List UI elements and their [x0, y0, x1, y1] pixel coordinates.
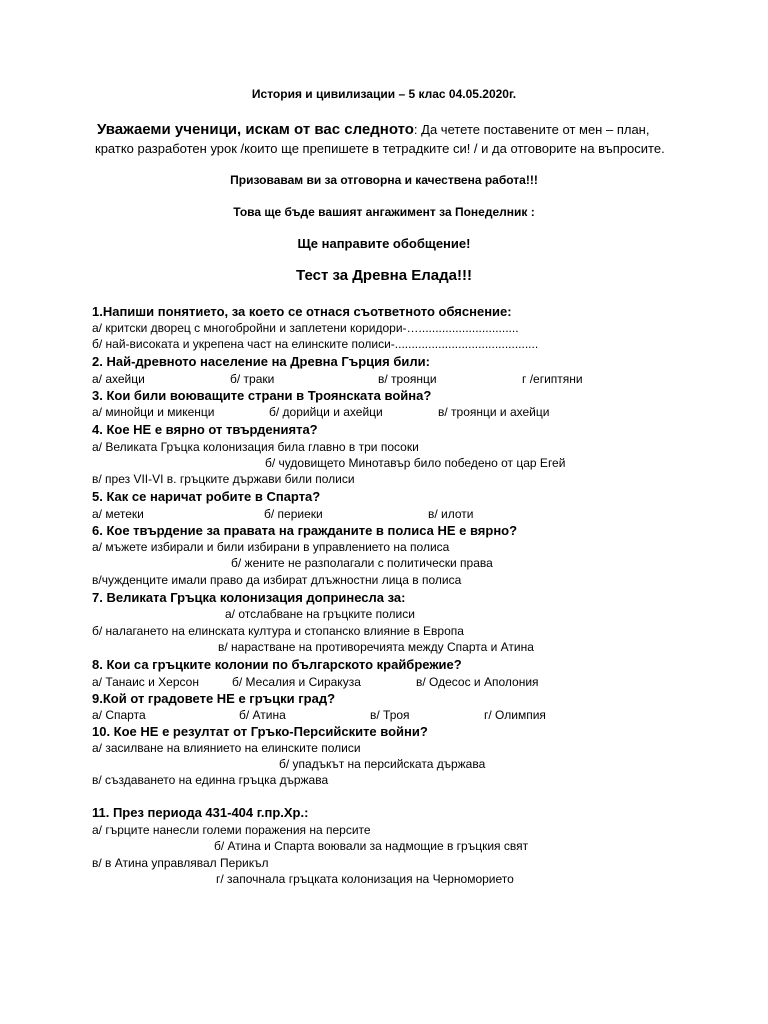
question-10: 10. Кое НЕ е резултат от Гръко-Персийските войни?: [92, 724, 428, 739]
question-9-answer-b: б/ Атина: [239, 708, 286, 722]
question-10-answer-a: а/ засилване на влиянието на елинските полиси: [92, 741, 361, 755]
question-5-answer-b: б/ периеки: [264, 507, 323, 521]
question-11-answer-d: г/ започнала гръцката колонизация на Черноморието: [216, 872, 514, 886]
question-2-answer-c: в/ троянци: [378, 372, 437, 386]
question-8: 8. Кои са гръцките колонии по българското крайбрежие?: [92, 657, 462, 672]
question-1-answer-b: б/ най-високата и укрепена част на елинските полиси-...........................................: [92, 337, 539, 351]
question-2-answer-d: г /египтяни: [522, 372, 583, 386]
question-1: 1.Напиши понятието, за което се отнася съответното обяснение:: [92, 304, 512, 319]
question-6-answer-c: в/чужденците имали право да избират длъжностни лица в полиса: [92, 573, 462, 587]
question-11-answer-c: в/ в Атина управлявал Перикъл: [92, 856, 269, 870]
question-3-answer-c: в/ троянци и ахейци: [438, 405, 550, 419]
question-8-answer-b: б/ Месалия и Сиракуза: [232, 675, 361, 689]
question-2-answer-b: б/ траки: [230, 372, 275, 386]
document-title: История и цивилизации – 5 клас 04.05.2020г.: [251, 87, 517, 101]
question-11-answer-b: б/ Атина и Спарта воювали за надмощие в гръцкия свят: [214, 839, 529, 853]
question-11: 11. През периода 431-404 г.пр.Хр.:: [92, 805, 309, 820]
question-8-answer-a: а/ Танаис и Херсон: [92, 675, 199, 689]
question-5-answer-a: а/ метеки: [92, 507, 144, 521]
question-2: 2. Най-древното население на Древна Гърция били:: [92, 354, 430, 369]
question-4-answer-a: а/ Великата Гръцка колонизация била главно в три посоки: [92, 440, 419, 454]
question-7-answer-c: в/ нарастване на противоречията между Спарта и Атина: [218, 640, 534, 654]
question-5-answer-c: в/ илоти: [428, 507, 474, 521]
question-5: 5. Как се наричат робите в Спарта?: [92, 489, 321, 504]
question-3-answer-a: а/ минойци и микенци: [92, 405, 215, 419]
question-8-answer-c: в/ Одесос и Аполония: [416, 675, 539, 689]
greeting-line-1: [97, 122, 649, 137]
question-6-answer-a: а/ мъжете избирали и били избирани в управлението на полиса: [92, 540, 450, 554]
question-6: 6. Кое твърдение за правата на гражданите в полиса НЕ е вярно?: [92, 523, 518, 538]
question-10-answer-b: б/ упадъкът на персийската държава: [279, 757, 486, 771]
question-4: 4. Кое НЕ е вярно от твърденията?: [92, 422, 318, 437]
question-2-answer-a: а/ ахейци: [92, 372, 145, 386]
summary-text: Ще направите обобщение!: [297, 236, 471, 251]
question-9-answer-d: г/ Олимпия: [484, 708, 546, 722]
greeting-bold: Уважаеми ученици, искам от вас следното: [97, 121, 414, 138]
call-to-action: Призовавам ви за отговорна и качествена работа!!!: [230, 173, 538, 187]
question-9-answer-c: в/ Троя: [370, 708, 410, 722]
question-11-answer-a: а/ гърците нанесли големи поражения на персите: [92, 823, 371, 837]
question-4-answer-b: б/ чудовището Минотавър било победено от цар Егей: [265, 456, 566, 470]
question-9-answer-a: а/ Спарта: [92, 708, 146, 722]
question-9: 9.Кой от градовете НЕ е гръцки град?: [92, 691, 336, 706]
test-title: Тест за Древна Елада!!!: [296, 267, 472, 284]
question-7: 7. Великата Гръцка колонизация допринесла за:: [92, 590, 406, 605]
question-1-answer-a: а/ критски дворец с многобройни и заплетени коридори-…..............................: [92, 321, 519, 335]
question-7-answer-b: б/ налагането на елинската култура и стопанско влияние в Европа: [92, 624, 464, 638]
question-4-answer-c: в/ през VII-VI в. гръцките държави били полиси: [92, 472, 355, 486]
question-3-answer-b: б/ дорийци и ахейци: [269, 405, 383, 419]
question-6-answer-b: б/ жените не разполагали с политически права: [231, 556, 493, 570]
question-10-answer-c: в/ създаването на единна гръцка държава: [92, 773, 329, 787]
greeting-rest: : Да четете поставените от мен – план,: [413, 122, 650, 137]
engagement-text: Това ще бъде вашият ангажимент за Понеделник :: [233, 205, 535, 219]
greeting-line-2: кратко разработен урок /които ще препишете в тетрадките си! / и да отговорите на въпросите.: [95, 141, 665, 156]
question-3: 3. Кои били воюващите страни в Троянската война?: [92, 388, 432, 403]
question-7-answer-a: а/ отслабване на гръцките полиси: [225, 607, 415, 621]
